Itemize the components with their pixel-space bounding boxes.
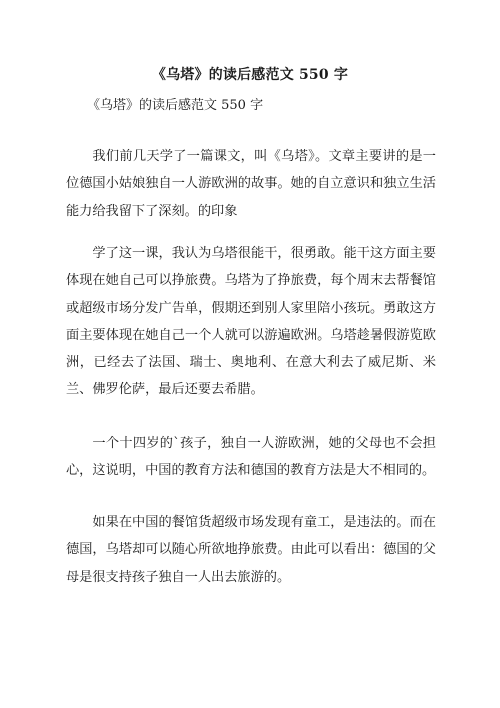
paragraph-1: 我们前几天学了一篇课文，叫《乌塔》。文章主要讲的是一位德国小姑娘独自一人游欧洲的故事。她的自立意识和独立生活能力给我留下了深刻。的印象 (66, 149, 436, 219)
paragraph-2: 学了这一课，我认为乌塔很能干，很勇敢。能干这方面主要体现在她自己可以挣旅费。乌塔为了挣旅费，每个周末去帮餐馆或超级市场分发广告单，假期还到别人家里陪小孩玩。勇敢这方面主要体现在她自己一个人就可以游遍欧洲。乌塔趁暑假游览欧洲，已经去了法国、瑞士、奥地利、在意大利去了威尼斯、米兰、佛罗伦萨，最后还要去希腊。 (66, 246, 436, 398)
document-subtitle: 《乌塔》的读后感范文 550 字 (87, 98, 264, 113)
paragraph-3: 一个十四岁的`孩子，独自一人游欧洲，她的父母也不会担心，这说明，中国的教育方法和德国的教育方法是大不相同的。 (66, 436, 436, 479)
paragraph-4: 如果在中国的餐馆货超级市场发现有童工，是违法的。而在德国，乌塔却可以随心所欲地挣旅费。由此可以看出：德国的父母是很支持孩子独自一人出去旅游的。 (66, 515, 436, 585)
document-title: 《乌塔》的读后感范文 550 字 (151, 67, 349, 83)
